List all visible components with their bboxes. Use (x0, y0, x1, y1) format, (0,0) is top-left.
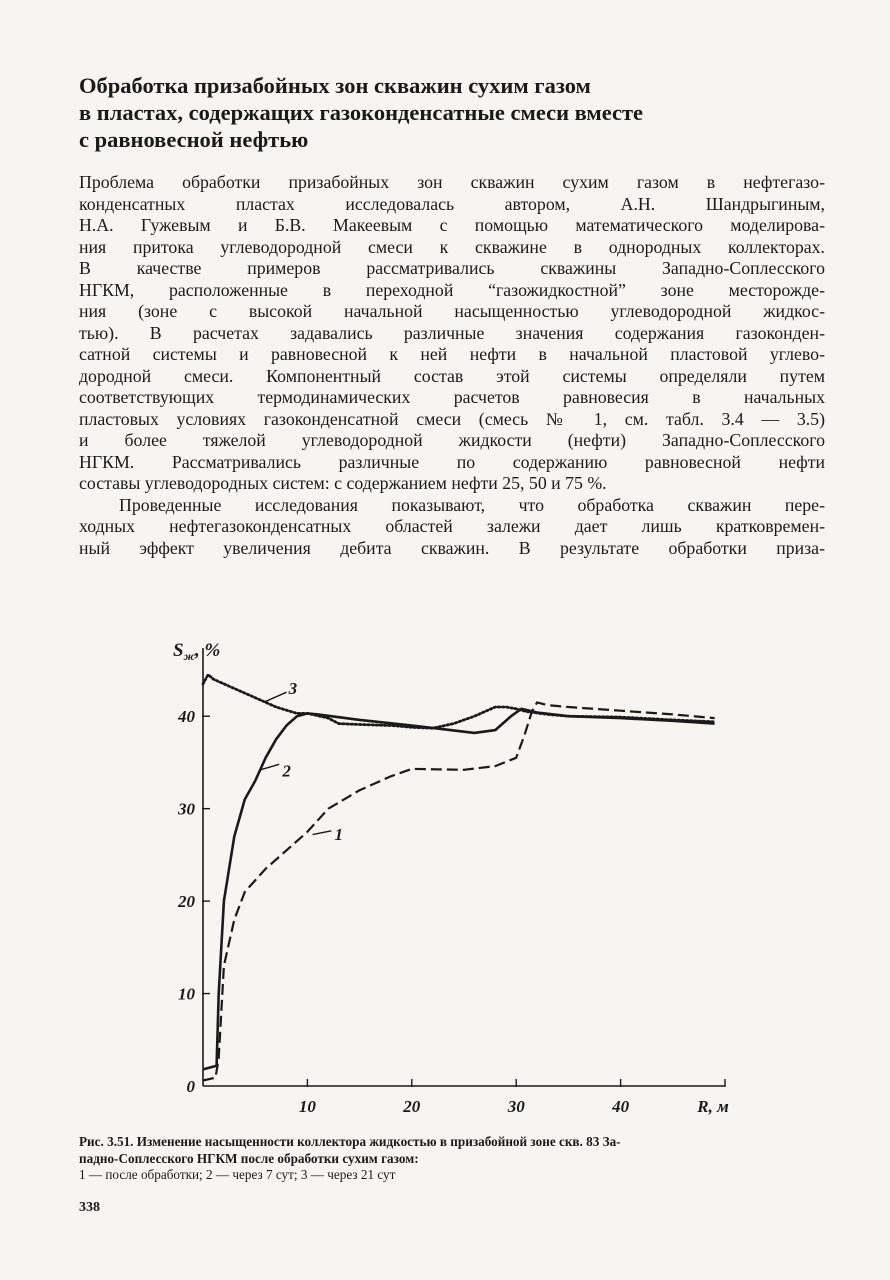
text-line: тью). В расчетах задавались различные значения содержания газоконден- (79, 322, 825, 343)
heading-line: Обработка призабойных зон скважин сухим газом (79, 73, 591, 98)
saturation-chart (155, 630, 755, 1130)
series-line-2 (203, 709, 715, 1070)
page-number: 338 (79, 1200, 100, 1215)
caption-line: Рис. 3.51. Изменение насыщенности коллектора жидкостью в призабойной зоне скв. 83 За- (79, 1134, 621, 1149)
text-line: ния (зоне с высокой начальной насыщенностью углеводородной жидкос- (79, 301, 825, 321)
y-tick-label: 0 (186, 1077, 195, 1096)
text-line: Н.А. Гужевым и Б.В. Макеевым с помощью математического моделирова- (79, 215, 825, 235)
text-line: Проблема обработки призабойных зон скважин сухим газом в нефтегазо- (79, 172, 825, 192)
paragraph-1 (79, 172, 825, 495)
chart-axes (203, 648, 725, 1086)
text-line: В качестве примеров рассматривались скважины Западно-Соплесского (79, 258, 825, 278)
y-tick-label: 30 (178, 799, 195, 819)
figure-caption (79, 1134, 825, 1184)
y-tick-label: 40 (178, 707, 195, 727)
chart-labels (173, 640, 729, 1116)
y-tick-label: 10 (178, 984, 195, 1004)
paragraph-2 (79, 495, 825, 560)
caption-line: падно-Соплесского НГКМ после обработки сухим газом: (79, 1150, 419, 1166)
text-line: пластовых условиях газоконденсатной смеси (смесь № 1, см. табл. 3.4 — 3.5) (79, 408, 825, 429)
text-line: конденсатных пластах исследовалась автором, А.Н. Шандрыгиным, (79, 193, 825, 214)
chart-series (203, 675, 715, 1081)
y-tick-label: 20 (178, 892, 195, 912)
y-axis-label: $S_ж$, % (173, 640, 221, 663)
text-line: и более тяжелой углеводородной жидкости (нефти) Западно-Соплесского (79, 430, 825, 450)
heading-line: с равновесной нефтью (79, 127, 309, 152)
x-tick-label: 10 (298, 1097, 316, 1116)
figure-chart (155, 630, 755, 1130)
series-label-1: 1 (334, 825, 344, 845)
caption-legend: 1 — после обработки; 2 — через 7 сут; 3 — через 21 сут (79, 1167, 396, 1182)
text-line: составы углеводородных систем: с содержанием нефти 25, 50 и 75 %. (79, 473, 607, 493)
series-label-3: 3 (288, 679, 298, 699)
text-line: дородной смеси. Компонентный состав этой системы определяли путем (79, 365, 825, 386)
series-label-2: 2 (282, 761, 291, 781)
text-line: ходных нефтегазоконденсатных областей залежи дает лишь кратковремен- (79, 516, 825, 536)
text-line: ния притока углеводородной смеси к скважине в однородных коллекторах. (79, 236, 825, 257)
x-tick-label: 40 (612, 1097, 630, 1116)
text-line: соответствующих термодинамических расчетов равновесия в начальных (79, 387, 825, 407)
x-axis-label: R, м (697, 1097, 729, 1116)
x-tick-label: 30 (507, 1097, 525, 1116)
heading-line: в пластах, содержащих газоконденсатные смеси вместе (79, 100, 644, 125)
text-line: сатной системы и равновесной к ней нефти в начальной пластовой углево- (79, 344, 825, 364)
section-heading (79, 72, 799, 153)
series-callout-line (266, 692, 287, 701)
text-line: ный эффект увеличения дебита скважин. В результате обработки приза- (79, 537, 825, 558)
x-tick-label: 20 (403, 1097, 421, 1116)
series-callout-line (313, 831, 332, 835)
text-line: НГКМ, расположенные в переходной “газожидкостной” зоне месторожде- (79, 279, 825, 300)
series-line-1 (203, 702, 715, 1080)
body-text (79, 172, 825, 559)
text-line: НГКМ. Рассматривались различные по содержанию равновесной нефти (79, 451, 825, 472)
text-line: Проведенные исследования показывают, что обработка скважин пере- (119, 494, 825, 515)
